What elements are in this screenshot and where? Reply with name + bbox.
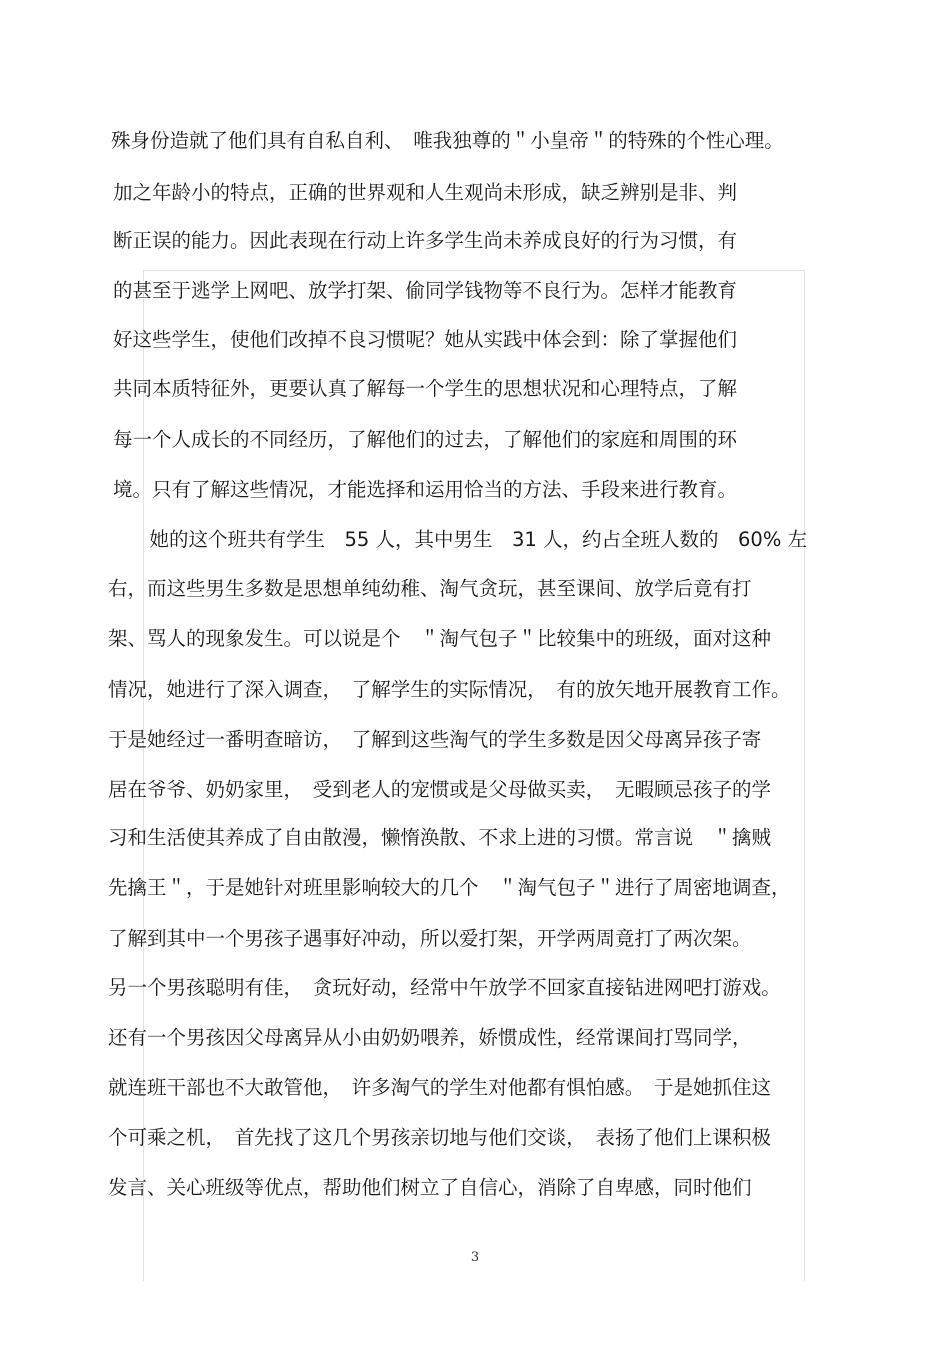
text-line: 居在爷爷、奶奶家里， 受到老人的宠惯或是父母做买卖， 无暇顾忌孩子的学 (108, 778, 772, 801)
text-line: 每一个人成长的不同经历，了解他们的过去，了解他们的家庭和周围的环 (113, 428, 738, 451)
text-line: 她的这个班共有学生 55 人，其中男生 31 人，约占全班人数的 60% 左 (130, 528, 808, 551)
text-line: 架、骂人的现象发生。可以说是个 ＂淘气包子＂比较集中的班级，面对这种 (108, 627, 772, 650)
text-line: 发言、关心班级等优点，帮助他们树立了自信心，消除了自卑感，同时他们 (108, 1176, 752, 1199)
text-line: 的甚至于逃学上网吧、放学打架、偷同学钱物等不良行为。怎样才能教育 (113, 279, 738, 302)
page-number: 3 (470, 1250, 480, 1265)
text-line: 殊身份造就了他们具有自私自利、 唯我独尊的＂小皇帝＂的特殊的个性心理。 (111, 129, 784, 152)
text-line: 还有一个男孩因父母离异从小由奶奶喂养，娇惯成性，经常课间打骂同学， (108, 1026, 752, 1049)
text-line: 习和生活使其养成了自由散漫，懒惰涣散、不求上进的习惯。常言说 ＂擒贼 (108, 826, 772, 849)
text-line: 境。只有了解这些情况，才能选择和运用恰当的方法、手段来进行教育。 (113, 478, 738, 501)
text-line: 情况，她进行了深入调查， 了解学生的实际情况， 有的放矢地开展教育工作。 (108, 678, 791, 701)
text-line: 断正误的能力。因此表现在行动上许多学生尚未养成良好的行为习惯，有 (113, 229, 738, 252)
text-line: 先擒王＂，于是她针对班里影响较大的几个 ＂淘气包子＂进行了周密地调查， (108, 876, 791, 899)
text-line: 共同本质特征外，更要认真了解每一个学生的思想状况和心理特点，了解 (113, 377, 738, 400)
text-line: 右，而这些男生多数是思想单纯幼稚、淘气贪玩，甚至课间、放学后竟有打 (108, 577, 752, 600)
text-line: 就连班干部也不大敢管他， 许多淘气的学生对他都有惧怕感。 于是她抓住这 (108, 1076, 772, 1099)
text-line: 于是她经过一番明查暗访， 了解到这些淘气的学生多数是因父母离异孩子寄 (108, 728, 762, 751)
text-line: 另一个男孩聪明有佳， 贪玩好动，经常中午放学不回家直接钻进网吧打游戏。 (108, 976, 781, 999)
text-line: 个可乘之机， 首先找了这几个男孩亲切地与他们交谈， 表扬了他们上课积极 (108, 1126, 772, 1149)
text-line: 了解到其中一个男孩子遇事好冲动，所以爱打架，开学两周竟打了两次架。 (108, 927, 752, 950)
text-line: 好这些学生，使他们改掉不良习惯呢？她从实践中体会到：除了掌握他们 (113, 328, 738, 351)
text-line: 加之年龄小的特点，正确的世界观和人生观尚未形成，缺乏辨别是非、判 (113, 181, 738, 204)
